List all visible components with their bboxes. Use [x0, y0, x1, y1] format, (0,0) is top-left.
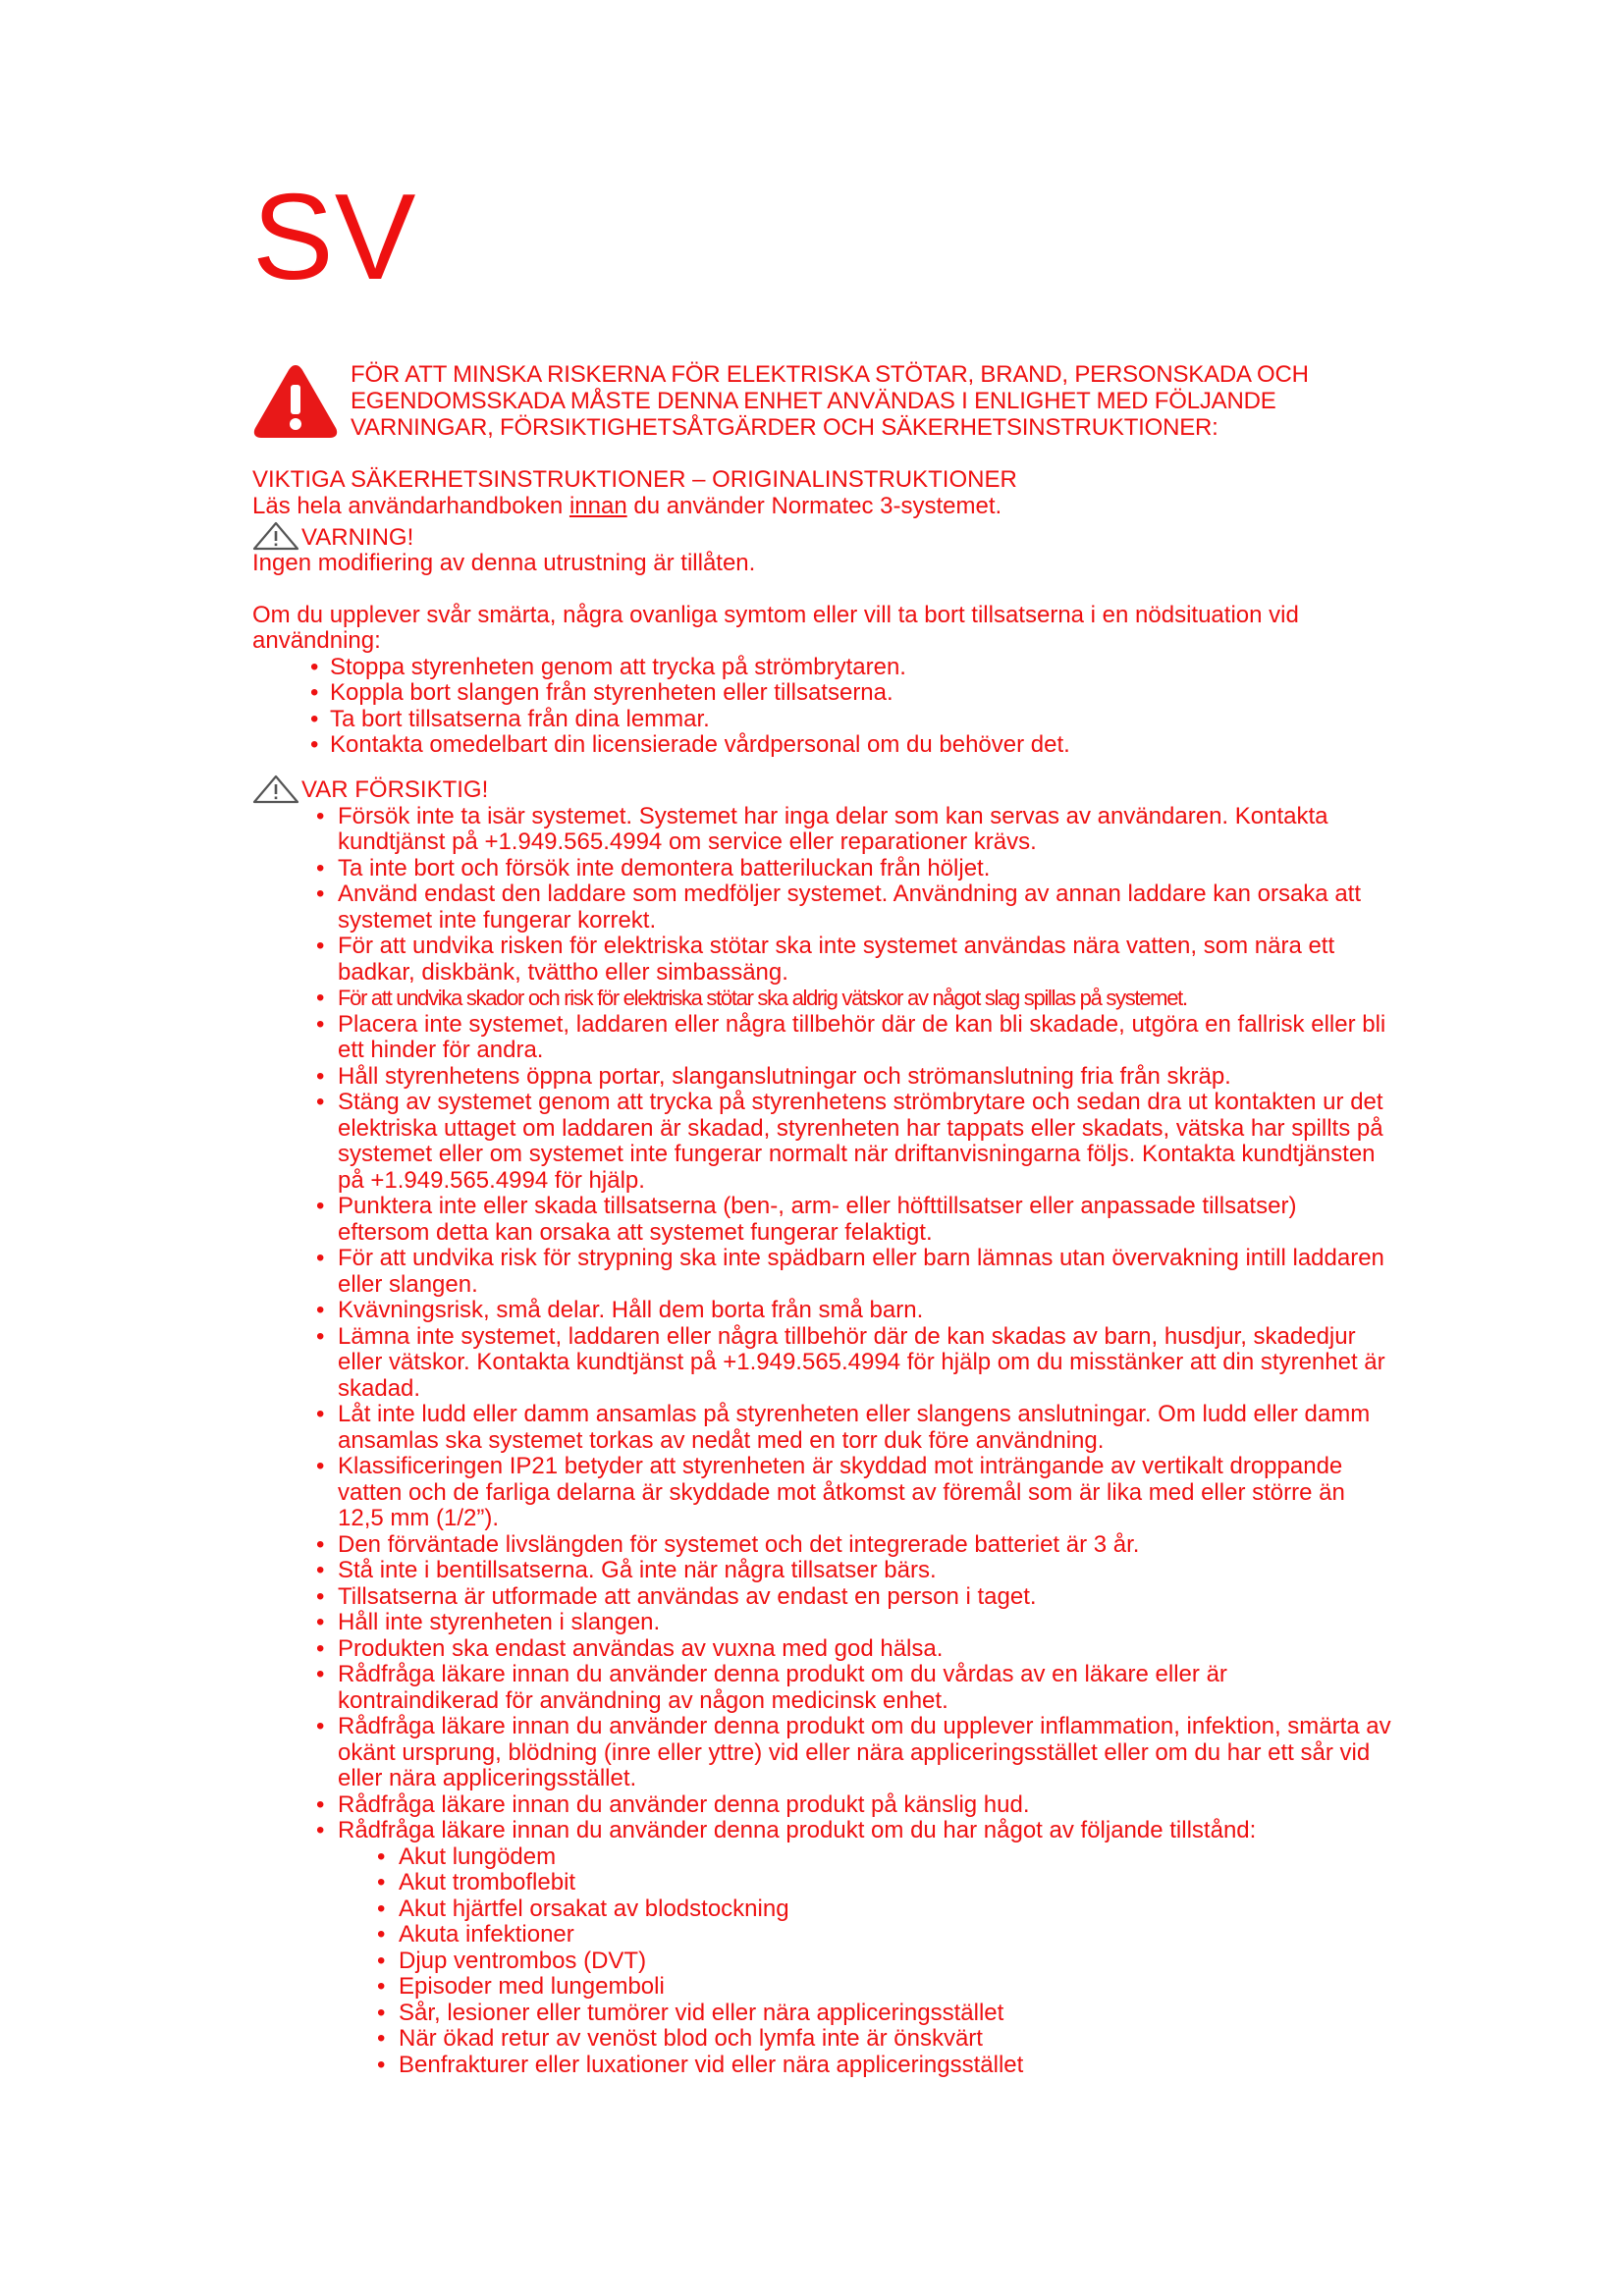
list-item: • Lämna inte systemet, laddaren eller några tillbehör där de kan skadas av barn, husdjur, skadedjur eller vätskor. Kontakta kundtjänst på +1.949.565.4994 för hjälp om du misstänker att din styrenhet är skadad.: [330, 1324, 1391, 1403]
condition-item: • Akut tromboflebit: [391, 1870, 1391, 1896]
list-item: • Den förväntade livslängden för systemet och det integrerade batteriet är 3 år.: [330, 1532, 1391, 1559]
condition-item: • Djup ventrombos (DVT): [391, 1949, 1391, 1975]
list-item: [330, 1818, 1391, 2078]
list-item: • Placera inte systemet, laddaren eller några tillbehör där de kan bli skadade, utgöra en fallrisk eller bli ett hinder för andra.: [330, 1012, 1391, 1064]
condition-item: • Akuta infektioner: [391, 1922, 1391, 1949]
condition-item: • När ökad retur av venöst blod och lymfa inte är önskvärt: [391, 2026, 1391, 2053]
language-code: SV: [252, 170, 417, 305]
emergency-lead: Om du upplever svår smärta, några ovanliga symtom eller vill ta bort tillsatserna i en nödsituation vid användning:: [252, 601, 1299, 654]
conditions-list: [338, 1844, 1391, 2079]
condition-item: • Sår, lesioner eller tumörer vid eller nära appliceringsstället: [391, 2001, 1391, 2027]
list-item: • För att undvika risk för strypning ska inte spädbarn eller barn lämnas utan övervakning intill laddaren eller slangen.: [330, 1246, 1391, 1298]
condition-item: • Episoder med lungemboli: [391, 1974, 1391, 2001]
list-item: • Försök inte ta isär systemet. Systemet har inga delar som kan servas av användaren. Kontakta kundtjänst på +1.949.565.4994 om service eller reparationer krävs.: [330, 804, 1391, 856]
list-item: • Ta inte bort och försök inte demontera batteriluckan från höljet.: [330, 856, 1391, 882]
list-item: • Kontakta omedelbart din licensierade vårdpersonal om du behöver det.: [330, 732, 1391, 759]
intro-after: du använder Normatec 3-systemet.: [626, 492, 1002, 519]
list-item: • Rådfråga läkare innan du använder denna produkt om du upplever inflammation, infektion, smärta av okänt ursprung, blödning (inre eller yttre) vid eller nära appliceringsstället eller om du har ett sår vid eller nära appliceringsstället.: [330, 1714, 1391, 1792]
intro-before: Läs hela användarhandboken: [252, 492, 569, 519]
list-item: • Kvävningsrisk, små delar. Håll dem borta från små barn.: [330, 1298, 1391, 1324]
list-item: • Punktera inte eller skada tillsatserna (ben-, arm- eller höfttillsatser eller anpassade tillsatser) eftersom detta kan orsaka att systemet fungerar felaktigt.: [330, 1194, 1391, 1246]
danger-notice-block: [252, 361, 1391, 441]
list-item: • Stoppa styrenheten genom att trycka på strömbrytaren.: [330, 655, 1391, 681]
safety-content: [252, 467, 1391, 2078]
warning-triangle-icon: [252, 521, 299, 551]
list-item: • Tillsatserna är utformade att användas av endast en person i taget.: [330, 1584, 1391, 1611]
emergency-list: [252, 655, 1391, 759]
section-title: VIKTIGA SÄKERHETSINSTRUKTIONER – ORIGINALINSTRUKTIONER: [252, 466, 1017, 493]
list-item: • För att undvika risken för elektriska stötar ska inte systemet användas nära vatten, som nära ett badkar, diskbänk, tvättho eller simbassäng.: [330, 934, 1391, 986]
list-item: • Stå inte i bentillsatserna. Gå inte när några tillsatser bärs.: [330, 1558, 1391, 1584]
list-item: • Rådfråga läkare innan du använder denna produkt om du vårdas av en läkare eller är kontraindikerad för användning av någon medicinsk enhet.: [330, 1662, 1391, 1714]
list-item: • Stäng av systemet genom att trycka på styrenhetens strömbrytare och sedan dra ut kontakten ur det elektriska uttaget om laddaren är skadad, styrenheten har tappats eller skadats, vätska har spillts på systemet eller om systemet inte fungerar normalt när driftanvisningarna följs. Kontakta kundtjänsten på +1.949.565.4994 för hjälp.: [330, 1090, 1391, 1194]
intro-underlined: innan: [568, 492, 627, 519]
caution-triangle-icon: [252, 774, 299, 804]
list-item: • Använd endast den laddare som medföljer systemet. Användning av annan laddare kan orsaka att systemet inte fungerar korrekt.: [330, 881, 1391, 934]
condition-item: • Akut lungödem: [391, 1844, 1391, 1871]
caution-list: [252, 804, 1391, 2079]
caution-heading: VAR FÖRSIKTIG!: [301, 776, 489, 803]
caution-heading-row: [252, 773, 1391, 804]
list-item: • Klassificeringen IP21 betyder att styrenheten är skyddad mot inträngande av vertikalt droppande vatten och de farliga delarna är skyddade mot åtkomst av föremål som är lika med eller större än 12,5 mm (1/2”).: [330, 1454, 1391, 1532]
list-item: • Håll inte styrenheten i slangen.: [330, 1610, 1391, 1636]
warning-heading: VARNING!: [301, 523, 414, 551]
warning-heading-row: [252, 519, 1391, 551]
intro-line: [252, 494, 1391, 520]
list-item: • Håll styrenhetens öppna portar, slanganslutningar och strömanslutning fria från skräp.: [330, 1064, 1391, 1091]
condition-item: • Benfrakturer eller luxationer vid eller nära appliceringsstället: [391, 2053, 1391, 2079]
danger-triangle-icon: [252, 361, 339, 440]
warning-text: Ingen modifiering av denna utrustning är tillåten.: [252, 550, 756, 576]
list-item-text: Rådfråga läkare innan du använder denna produkt om du har något av följande tillstånd:: [338, 1817, 1257, 1843]
list-item: • För att undvika skador och risk för elektriska stötar ska aldrig vätskor av något slag spillas på systemet.: [330, 986, 1391, 1012]
danger-notice-text: FÖR ATT MINSKA RISKERNA FÖR ELEKTRISKA STÖTAR, BRAND, PERSONSKADA OCH EGENDOMSSKADA MÅSTE DENNA ENHET ANVÄNDAS I ENLIGHET MED FÖLJANDE VARNINGAR, FÖRSIKTIGHETSÅTGÄRDER OCH SÄKERHETSINSTRUKTIONER:: [351, 361, 1309, 441]
list-item: • Låt inte ludd eller damm ansamlas på styrenheten eller slangens anslutningar. Om ludd eller damm ansamlas ska systemet torkas av nedåt med en torr duk före användning.: [330, 1402, 1391, 1454]
list-item: • Ta bort tillsatserna från dina lemmar.: [330, 707, 1391, 733]
list-item: • Rådfråga läkare innan du använder denna produkt på känslig hud.: [330, 1792, 1391, 1819]
condition-item: • Akut hjärtfel orsakat av blodstockning: [391, 1896, 1391, 1923]
list-item: • Koppla bort slangen från styrenheten eller tillsatserna.: [330, 680, 1391, 707]
list-item: • Produkten ska endast användas av vuxna med god hälsa.: [330, 1636, 1391, 1663]
